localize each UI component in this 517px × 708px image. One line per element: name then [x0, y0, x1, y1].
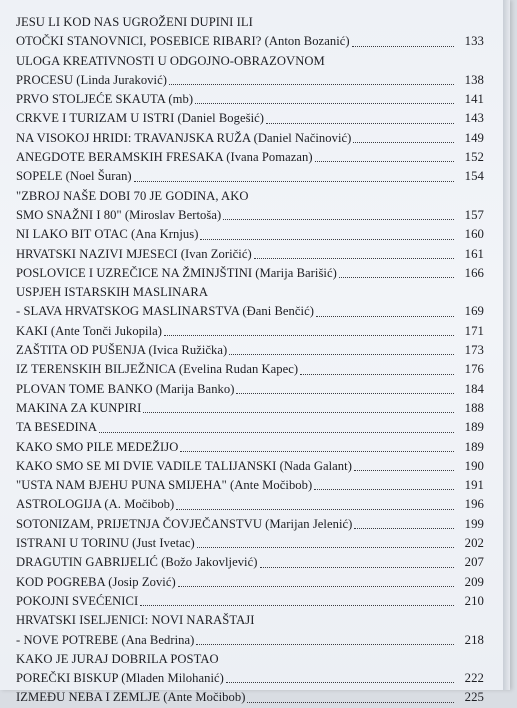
toc-entry-line [16, 688, 484, 707]
toc-entry [16, 650, 484, 689]
page-number: 199 [464, 516, 484, 531]
toc-entry [16, 438, 484, 457]
entry-title: KAKO SMO SE MI DVIE VADILE TALIJANSKI (Nada Galant) [16, 458, 352, 473]
toc-entry [16, 418, 484, 437]
page-number: 160 [464, 227, 484, 242]
entry-title: IZ TERENSKIH BILJEŽNICA (Evelina Rudan Kapec) [16, 362, 299, 377]
toc-entry-line [16, 592, 484, 611]
page-number: 218 [464, 632, 484, 647]
page-number: 184 [464, 381, 484, 396]
entry-title: SMO SNAŽNI I 80" (Miroslav Bertoša) [16, 207, 222, 222]
dot-leader [315, 161, 454, 162]
toc-entry-line [16, 399, 484, 418]
page-number: 169 [464, 304, 484, 319]
toc-entry [16, 52, 484, 91]
page-number: 225 [464, 690, 484, 705]
toc-entry [16, 322, 484, 341]
toc-entry [16, 360, 484, 379]
page-number: 141 [464, 92, 484, 107]
toc-entry [16, 264, 484, 283]
page-number: 209 [464, 574, 484, 589]
page-number: 210 [464, 593, 484, 608]
toc-entry [16, 341, 484, 360]
dot-leader [223, 219, 454, 220]
toc-entry-line [16, 534, 484, 553]
dot-leader [300, 374, 454, 375]
dot-leader [266, 123, 454, 124]
dot-leader [354, 528, 454, 529]
toc-entry [16, 187, 484, 226]
toc-entry [16, 380, 484, 399]
toc-entry-line [16, 71, 484, 90]
dot-leader [260, 567, 455, 568]
dot-leader [339, 277, 454, 278]
page-number: 149 [464, 130, 484, 145]
toc-entry [16, 283, 484, 322]
toc-entry [16, 167, 484, 186]
toc-entry-line [16, 341, 484, 360]
entry-title: OTOČKI STANOVNICI, POSEBICE RIBARI? (Anton Bozanić) [16, 34, 350, 49]
page-number: 202 [464, 536, 484, 551]
toc-entry [16, 611, 484, 650]
table-of-contents [16, 13, 484, 708]
toc-entry-line [16, 495, 484, 514]
toc-entry [16, 399, 484, 418]
entry-title: IZMEĐU NEBA I ZEMLJE (Ante Močibob) [16, 690, 246, 705]
entry-title: POKOJNI SVEĆENICI [16, 593, 139, 608]
page-number: 207 [464, 555, 484, 570]
dot-leader [140, 605, 454, 606]
dot-leader [316, 316, 454, 317]
page-number: 143 [464, 111, 484, 126]
page-number: 189 [464, 439, 484, 454]
toc-entry [16, 495, 484, 514]
entry-title: - SLAVA HRVATSKOG MASLINARSTVA (Đani Benčić) [16, 304, 314, 319]
toc-entry [16, 109, 484, 128]
entry-title: HRVATSKI NAZIVI MJESECI (Ivan Zoričić) [16, 246, 252, 261]
toc-entry [16, 534, 484, 553]
entry-title: SOPELE (Noel Šuran) [16, 169, 132, 184]
toc-entry-line [16, 264, 484, 283]
toc-entry-line [16, 302, 484, 321]
entry-title: USPJEH ISTARSKIH MASLINARA [16, 285, 209, 300]
entry-title: KAKO JE JURAJ DOBRILA POSTAO [16, 651, 219, 666]
toc-entry [16, 553, 484, 572]
entry-title: ULOGA KREATIVNOSTI U ODGOJNO-OBRAZOVNOM [16, 53, 325, 68]
entry-title: JESU LI KOD NAS UGROŽENI DUPINI ILI [16, 15, 253, 29]
toc-entry [16, 148, 484, 167]
dot-leader [169, 84, 454, 85]
toc-entry-line [16, 225, 484, 244]
toc-entry-line [16, 438, 484, 457]
dot-leader [353, 142, 454, 143]
toc-entry-line [16, 476, 484, 495]
entry-title: TA BESEDINA [16, 420, 98, 435]
toc-entry [16, 688, 484, 707]
page-number: 189 [464, 420, 484, 435]
toc-entry [16, 225, 484, 244]
entry-title: KOD POGREBA (Josip Zović) [16, 574, 176, 589]
entry-title: NI LAKO BIT OTAC (Ana Krnjus) [16, 227, 199, 242]
dot-leader [200, 239, 454, 240]
entry-title: KAKO SMO PILE MEDEŽIJO [16, 439, 179, 454]
page-number: 196 [464, 497, 484, 512]
toc-entry-line [16, 650, 484, 669]
page-number: 152 [464, 150, 484, 165]
page-number: 154 [464, 169, 484, 184]
toc-entry-line [16, 457, 484, 476]
toc-entry-line [16, 32, 484, 51]
entry-title: ISTRANI U TORINU (Just Ivetac) [16, 536, 195, 551]
toc-entry-line [16, 573, 484, 592]
toc-entry-line [16, 553, 484, 572]
page-number: 166 [464, 265, 484, 280]
dot-leader [226, 682, 454, 683]
page-number: 133 [464, 34, 484, 49]
dot-leader [164, 335, 454, 336]
toc-entry-line [16, 380, 484, 399]
toc-entry-line [16, 669, 484, 688]
entry-title: - NOVE POTREBE (Ana Bedrina) [16, 632, 195, 647]
dot-leader [99, 432, 454, 433]
entry-title: POSLOVICE I UZREČICE NA ŽMINJŠTINI (Marija Barišić) [16, 265, 337, 280]
page-number: 191 [464, 478, 484, 493]
dot-leader [197, 547, 454, 548]
toc-entry [16, 245, 484, 264]
entry-title: NA VISOKOJ HRIDI: TRAVANJSKA RUŽA (Daniel Načinović) [16, 130, 352, 145]
toc-entry-line [16, 148, 484, 167]
page-number: 190 [464, 458, 484, 473]
entry-title: DRAGUTIN GABRIJELIĆ (Božo Jakovljević) [16, 555, 258, 570]
page-number: 157 [464, 207, 484, 222]
entry-title: MAKINA ZA KUNPIRI [16, 400, 142, 415]
page-number: 222 [464, 671, 484, 686]
toc-entry-line [16, 515, 484, 534]
dot-leader [254, 258, 454, 259]
toc-entry-line [16, 187, 484, 206]
dot-leader [196, 644, 454, 645]
dot-leader [195, 103, 454, 104]
dot-leader [178, 586, 454, 587]
dot-leader [143, 412, 454, 413]
dot-leader [180, 451, 454, 452]
toc-entry-line [16, 631, 484, 650]
entry-title: ANEGDOTE BERAMSKIH FRESAKA (Ivana Pomazan) [16, 150, 313, 165]
dot-leader [247, 702, 454, 703]
toc-entry [16, 457, 484, 476]
entry-title: KAKI (Ante Tonči Jukopila) [16, 323, 163, 338]
toc-entry [16, 592, 484, 611]
toc-entry [16, 13, 484, 52]
entry-title: ZAŠTITA OD PUŠENJA (Ivica Ružička) [16, 343, 228, 358]
toc-entry-line [16, 418, 484, 437]
toc-entry-line [16, 611, 484, 630]
dot-leader [354, 470, 454, 471]
entry-title: "USTA NAM BJEHU PUNA SMIJEHA" (Ante Močibob) [16, 478, 313, 493]
toc-entry-line [16, 322, 484, 341]
entry-title: SOTONIZAM, PRIJETNJA ČOVJEČANSTVU (Marijan Jelenić) [16, 516, 353, 531]
toc-entry [16, 90, 484, 109]
toc-entry-line [16, 283, 484, 302]
entry-title: PRVO STOLJEĆE SKAUTA (mb) [16, 92, 194, 107]
entry-title: POREČKI BISKUP (Mladen Milohanić) [16, 671, 224, 686]
toc-entry-line [16, 129, 484, 148]
toc-entry-line [16, 167, 484, 186]
entry-title: CRKVE I TURIZAM U ISTRI (Daniel Bogešić) [16, 111, 265, 126]
entry-title: ASTROLOGIJA (A. Močibob) [16, 497, 175, 512]
page-number: 188 [464, 400, 484, 415]
page-edge [503, 0, 510, 690]
page-number: 173 [464, 343, 484, 358]
toc-entry [16, 129, 484, 148]
entry-title: PLOVAN TOME BANKO (Marija Banko) [16, 381, 235, 396]
toc-entry-line [16, 13, 484, 32]
toc-entry [16, 515, 484, 534]
toc-entry [16, 476, 484, 495]
toc-entry-line [16, 245, 484, 264]
toc-entry [16, 573, 484, 592]
toc-entry-line [16, 109, 484, 128]
dot-leader [134, 181, 454, 182]
page-number: 171 [464, 323, 484, 338]
dot-leader [176, 509, 454, 510]
dot-leader [352, 46, 454, 47]
page-number: 176 [464, 362, 484, 377]
toc-entry-line [16, 360, 484, 379]
entry-title: "ZBROJ NAŠE DOBI 70 JE GODINA, AKO [16, 188, 249, 203]
toc-entry-line [16, 52, 484, 71]
toc-entry-line [16, 90, 484, 109]
page-number: 138 [464, 72, 484, 87]
dot-leader [314, 489, 454, 490]
entry-title: HRVATSKI ISELJENICI: NOVI NARAŠTAJI [16, 613, 255, 628]
toc-entry-line [16, 206, 484, 225]
page-number: 161 [464, 246, 484, 261]
dot-leader [236, 393, 454, 394]
entry-title: PROCESU (Linda Juraković) [16, 72, 167, 87]
dot-leader [229, 354, 454, 355]
